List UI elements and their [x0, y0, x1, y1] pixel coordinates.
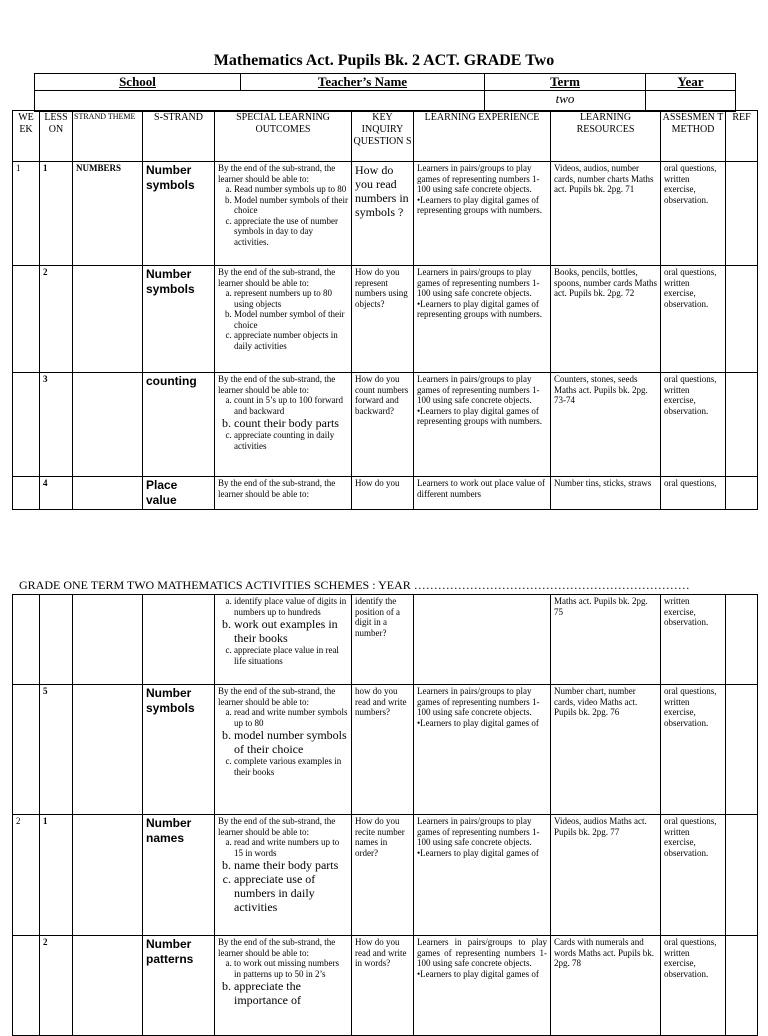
experience-cell: [414, 685, 551, 815]
col-assessment: ASSESMEN T METHOD: [661, 111, 726, 162]
ref-cell: [726, 936, 758, 1036]
assessment-cell: oral questions,: [661, 477, 726, 510]
outcome-item: a. read and write number symbols up to 80: [234, 707, 348, 728]
question-cell: How do you read and write in words?: [352, 936, 414, 1036]
experience-bullet: • Learners to play digital games of: [417, 718, 547, 729]
outcome-item: b. model number symbols of their choice: [234, 728, 348, 756]
table-row: [13, 477, 758, 510]
experience-bullet: • Learners to play digital games of representing groups with numbers.: [417, 195, 547, 216]
sstrand-cell: Number names: [143, 815, 215, 936]
experience-text: Learners in pairs/groups to play games of representing numbers 1-100 using safe concrete objects.: [417, 686, 540, 717]
outcome-item: a. to work out missing numbers in patterns up to 50 in 2’s: [234, 958, 348, 979]
experience-bullet: • Learners to play digital games of: [417, 848, 547, 859]
experience-text: Learners in pairs/groups to play games of representing numbers 1-100 using safe concrete objects.: [417, 937, 547, 968]
table-row: [13, 266, 758, 373]
ref-cell: [726, 266, 758, 373]
table-row: [13, 685, 758, 815]
lesson-cell: 1: [40, 815, 73, 936]
question-cell: How do you count numbers forward and backward?: [352, 373, 414, 477]
lesson-cell: 2: [40, 936, 73, 1036]
outcome-item: c. appreciate use of numbers in daily activities: [234, 872, 348, 914]
assessment-cell: oral questions, written exercise, observation.: [661, 162, 726, 266]
experience-cell: [414, 936, 551, 1036]
school-label: School: [35, 74, 241, 91]
experience-cell: [414, 266, 551, 373]
col-strand: STRAND THEME: [73, 111, 143, 162]
resources-cell: Cards with numerals and words Maths act. Pupils bk. 2pg. 78: [551, 936, 661, 1036]
outcome-item: c. complete various examples in their books: [234, 756, 348, 777]
outcome-item: a. identify place value of digits in numbers up to hundreds: [234, 596, 348, 617]
assessment-cell: oral questions, written exercise, observation.: [661, 373, 726, 477]
outcome-item: a. represent numbers up to 80 using objects: [234, 288, 348, 309]
ref-cell: [726, 685, 758, 815]
lesson-cell: 5: [40, 685, 73, 815]
outcomes-cell: By the end of the sub-strand, the learner should be able to:: [215, 477, 352, 510]
outcome-item: c. appreciate number objects in daily activities: [234, 330, 348, 351]
question-cell: how do you read and write numbers?: [352, 685, 414, 815]
outcomes-cell: [215, 815, 352, 936]
assessment-cell: written exercise, observation.: [661, 595, 726, 685]
term-value: two: [485, 91, 646, 112]
experience-text: Learners in pairs/groups to play games of representing numbers 1-100 using safe concrete objects.: [417, 374, 540, 405]
lesson-cell: [40, 595, 73, 685]
table-row: [13, 936, 758, 1036]
lesson-cell: 4: [40, 477, 73, 510]
strand-cell: NUMBERS: [73, 162, 143, 266]
sstrand-cell: Number symbols: [143, 266, 215, 373]
section-2-title: [19, 578, 690, 593]
col-week: WE EK: [13, 111, 40, 162]
sstrand-cell: Number symbols: [143, 685, 215, 815]
outcome-item: a. read and write numbers up to 15 in words: [234, 837, 348, 858]
outcome-item: c. appreciate place value in real life situations: [234, 645, 348, 666]
experience-cell: Learners to work out place value of different numbers: [414, 477, 551, 510]
question-cell: [352, 162, 414, 266]
week-cell: [13, 373, 40, 477]
outcome-item: b. count their body parts: [234, 416, 348, 430]
experience-cell: [414, 373, 551, 477]
outcomes-cell: [215, 595, 352, 685]
outcome-item: b. name their body parts: [234, 858, 348, 872]
experience-bullet: • Learners to play digital games of: [417, 969, 547, 980]
question-cell: How do you represent numbers using objects?: [352, 266, 414, 373]
week-cell: 1: [13, 162, 40, 266]
resources-cell: Maths act. Pupils bk. 2pg. 75: [551, 595, 661, 685]
outcome-item: c. appreciate the use of number symbols in day to day activities.: [234, 216, 348, 248]
sstrand-cell: [143, 595, 215, 685]
school-teacher-value: [35, 91, 485, 112]
experience-cell: [414, 815, 551, 936]
ref-cell: [726, 477, 758, 510]
sstrand-cell: counting: [143, 373, 215, 477]
assessment-cell: oral questions, written exercise, observation.: [661, 266, 726, 373]
outcomes-cell: [215, 685, 352, 815]
question-text: How do you read numbers in symbols ?: [355, 163, 409, 219]
table-row: [13, 162, 758, 266]
outcome-item: b. Model number symbol of their choice: [234, 309, 348, 330]
outcome-item: b. Model number symbols of their choice: [234, 195, 348, 216]
week-cell: 2: [13, 815, 40, 936]
teacher-label: Teacher’s Name: [241, 74, 485, 91]
outcomes-intro: By the end of the sub-strand, the learner should be able to:: [218, 163, 336, 184]
page-title: Mathematics Act. Pupils Bk. 2 ACT. GRADE Two: [213, 52, 555, 69]
outcomes-cell: [215, 162, 352, 266]
sstrand-cell: Place value: [143, 477, 215, 510]
col-outcomes: SPECIAL LEARNING OUTCOMES: [215, 111, 352, 162]
outcomes-intro: By the end of the sub-strand, the learner should be able to:: [218, 267, 336, 288]
question-cell: How do you recite number names in order?: [352, 815, 414, 936]
col-resources: LEARNING RESOURCES: [551, 111, 661, 162]
outcomes-intro: By the end of the sub-strand, the learner should be able to:: [218, 937, 336, 958]
outcome-item: b. appreciate the importance of: [234, 979, 348, 1007]
year-value: [646, 91, 736, 112]
table-row: [13, 373, 758, 477]
strand-cell: [73, 815, 143, 936]
ref-cell: [726, 595, 758, 685]
outcomes-intro: By the end of the sub-strand, the learner should be able to:: [218, 816, 336, 837]
week-cell: [13, 936, 40, 1036]
experience-text: Learners in pairs/groups to play games of representing numbers 1-100 using safe concrete objects.: [417, 163, 540, 194]
question-cell: identify the position of a digit in a number?: [352, 595, 414, 685]
sstrand-cell: Number symbols: [143, 162, 215, 266]
resources-cell: Videos, audios, number cards, number charts Maths act. Pupils bk. 2pg. 71: [551, 162, 661, 266]
outcomes-cell: [215, 266, 352, 373]
lesson-cell: 3: [40, 373, 73, 477]
resources-cell: Videos, audios Maths act. Pupils bk. 2pg. 77: [551, 815, 661, 936]
outcomes-intro: By the end of the sub-strand, the learner should be able to:: [218, 374, 336, 395]
lesson-cell: 1: [40, 162, 73, 266]
strand-cell: [73, 595, 143, 685]
col-lesson: LESS ON: [40, 111, 73, 162]
strand-cell: [73, 477, 143, 510]
experience-cell: [414, 162, 551, 266]
outcome-item: a. count in 5’s up to 100 forward and backward: [234, 395, 348, 416]
table-row: [13, 595, 758, 685]
scheme-table-1: [12, 110, 758, 510]
col-sstrand: S-STRAND: [143, 111, 215, 162]
strand-cell: [73, 266, 143, 373]
sstrand-cell: Number patterns: [143, 936, 215, 1036]
section-2-title-text: GRADE ONE TERM TWO MATHEMATICS ACTIVITIES SCHEMES : YEAR: [19, 578, 411, 592]
scheme-table-2: [12, 594, 758, 1036]
week-cell: [13, 595, 40, 685]
ref-cell: [726, 162, 758, 266]
assessment-cell: oral questions, written exercise, observation.: [661, 685, 726, 815]
assessment-cell: oral questions, written exercise, observation.: [661, 815, 726, 936]
ref-cell: [726, 815, 758, 936]
strand-cell: [73, 685, 143, 815]
week-cell: [13, 266, 40, 373]
outcome-item: b. work out examples in their books: [234, 617, 348, 645]
term-label: Term: [485, 74, 646, 91]
header-table: [34, 73, 736, 112]
experience-bullet: • Learners to play digital games of representing groups with numbers.: [417, 299, 547, 320]
col-questions: KEY INQUIRY QUESTION S: [352, 111, 414, 162]
strand-cell: [73, 373, 143, 477]
resources-cell: Number tins, sticks, straws: [551, 477, 661, 510]
resources-cell: Counters, stones, seeds Maths act. Pupils bk. 2pg. 73-74: [551, 373, 661, 477]
question-cell: How do you: [352, 477, 414, 510]
experience-cell: [414, 595, 551, 685]
strand-cell: [73, 936, 143, 1036]
year-label: Year: [646, 74, 736, 91]
outcomes-intro: By the end of the sub-strand, the learner should be able to:: [218, 686, 336, 707]
outcomes-cell: [215, 936, 352, 1036]
resources-cell: Number chart, number cards, video Maths act. Pupils bk. 2pg. 76: [551, 685, 661, 815]
resources-cell: Books, pencils, bottles, spoons, number cards Maths act. Pupils bk. 2pg. 72: [551, 266, 661, 373]
ref-cell: [726, 373, 758, 477]
col-experience: LEARNING EXPERIENCE: [414, 111, 551, 162]
week-cell: [13, 685, 40, 815]
col-ref: REF: [726, 111, 758, 162]
outcome-item: c. appreciate counting in daily activities: [234, 430, 348, 451]
section-2-dots: ……………………………………………………………: [413, 578, 690, 592]
outcome-item: a. Read number symbols up to 80: [234, 184, 348, 195]
outcomes-cell: [215, 373, 352, 477]
assessment-cell: oral questions, written exercise, observation.: [661, 936, 726, 1036]
experience-text: Learners in pairs/groups to play games of representing numbers 1-100 using safe concrete objects.: [417, 816, 540, 847]
table-row: [13, 815, 758, 936]
week-cell: [13, 477, 40, 510]
experience-text: Learners in pairs/groups to play games of representing numbers 1-100 using safe concrete objects.: [417, 267, 540, 298]
lesson-cell: 2: [40, 266, 73, 373]
experience-bullet: • Learners to play digital games of representing groups with numbers.: [417, 406, 547, 427]
